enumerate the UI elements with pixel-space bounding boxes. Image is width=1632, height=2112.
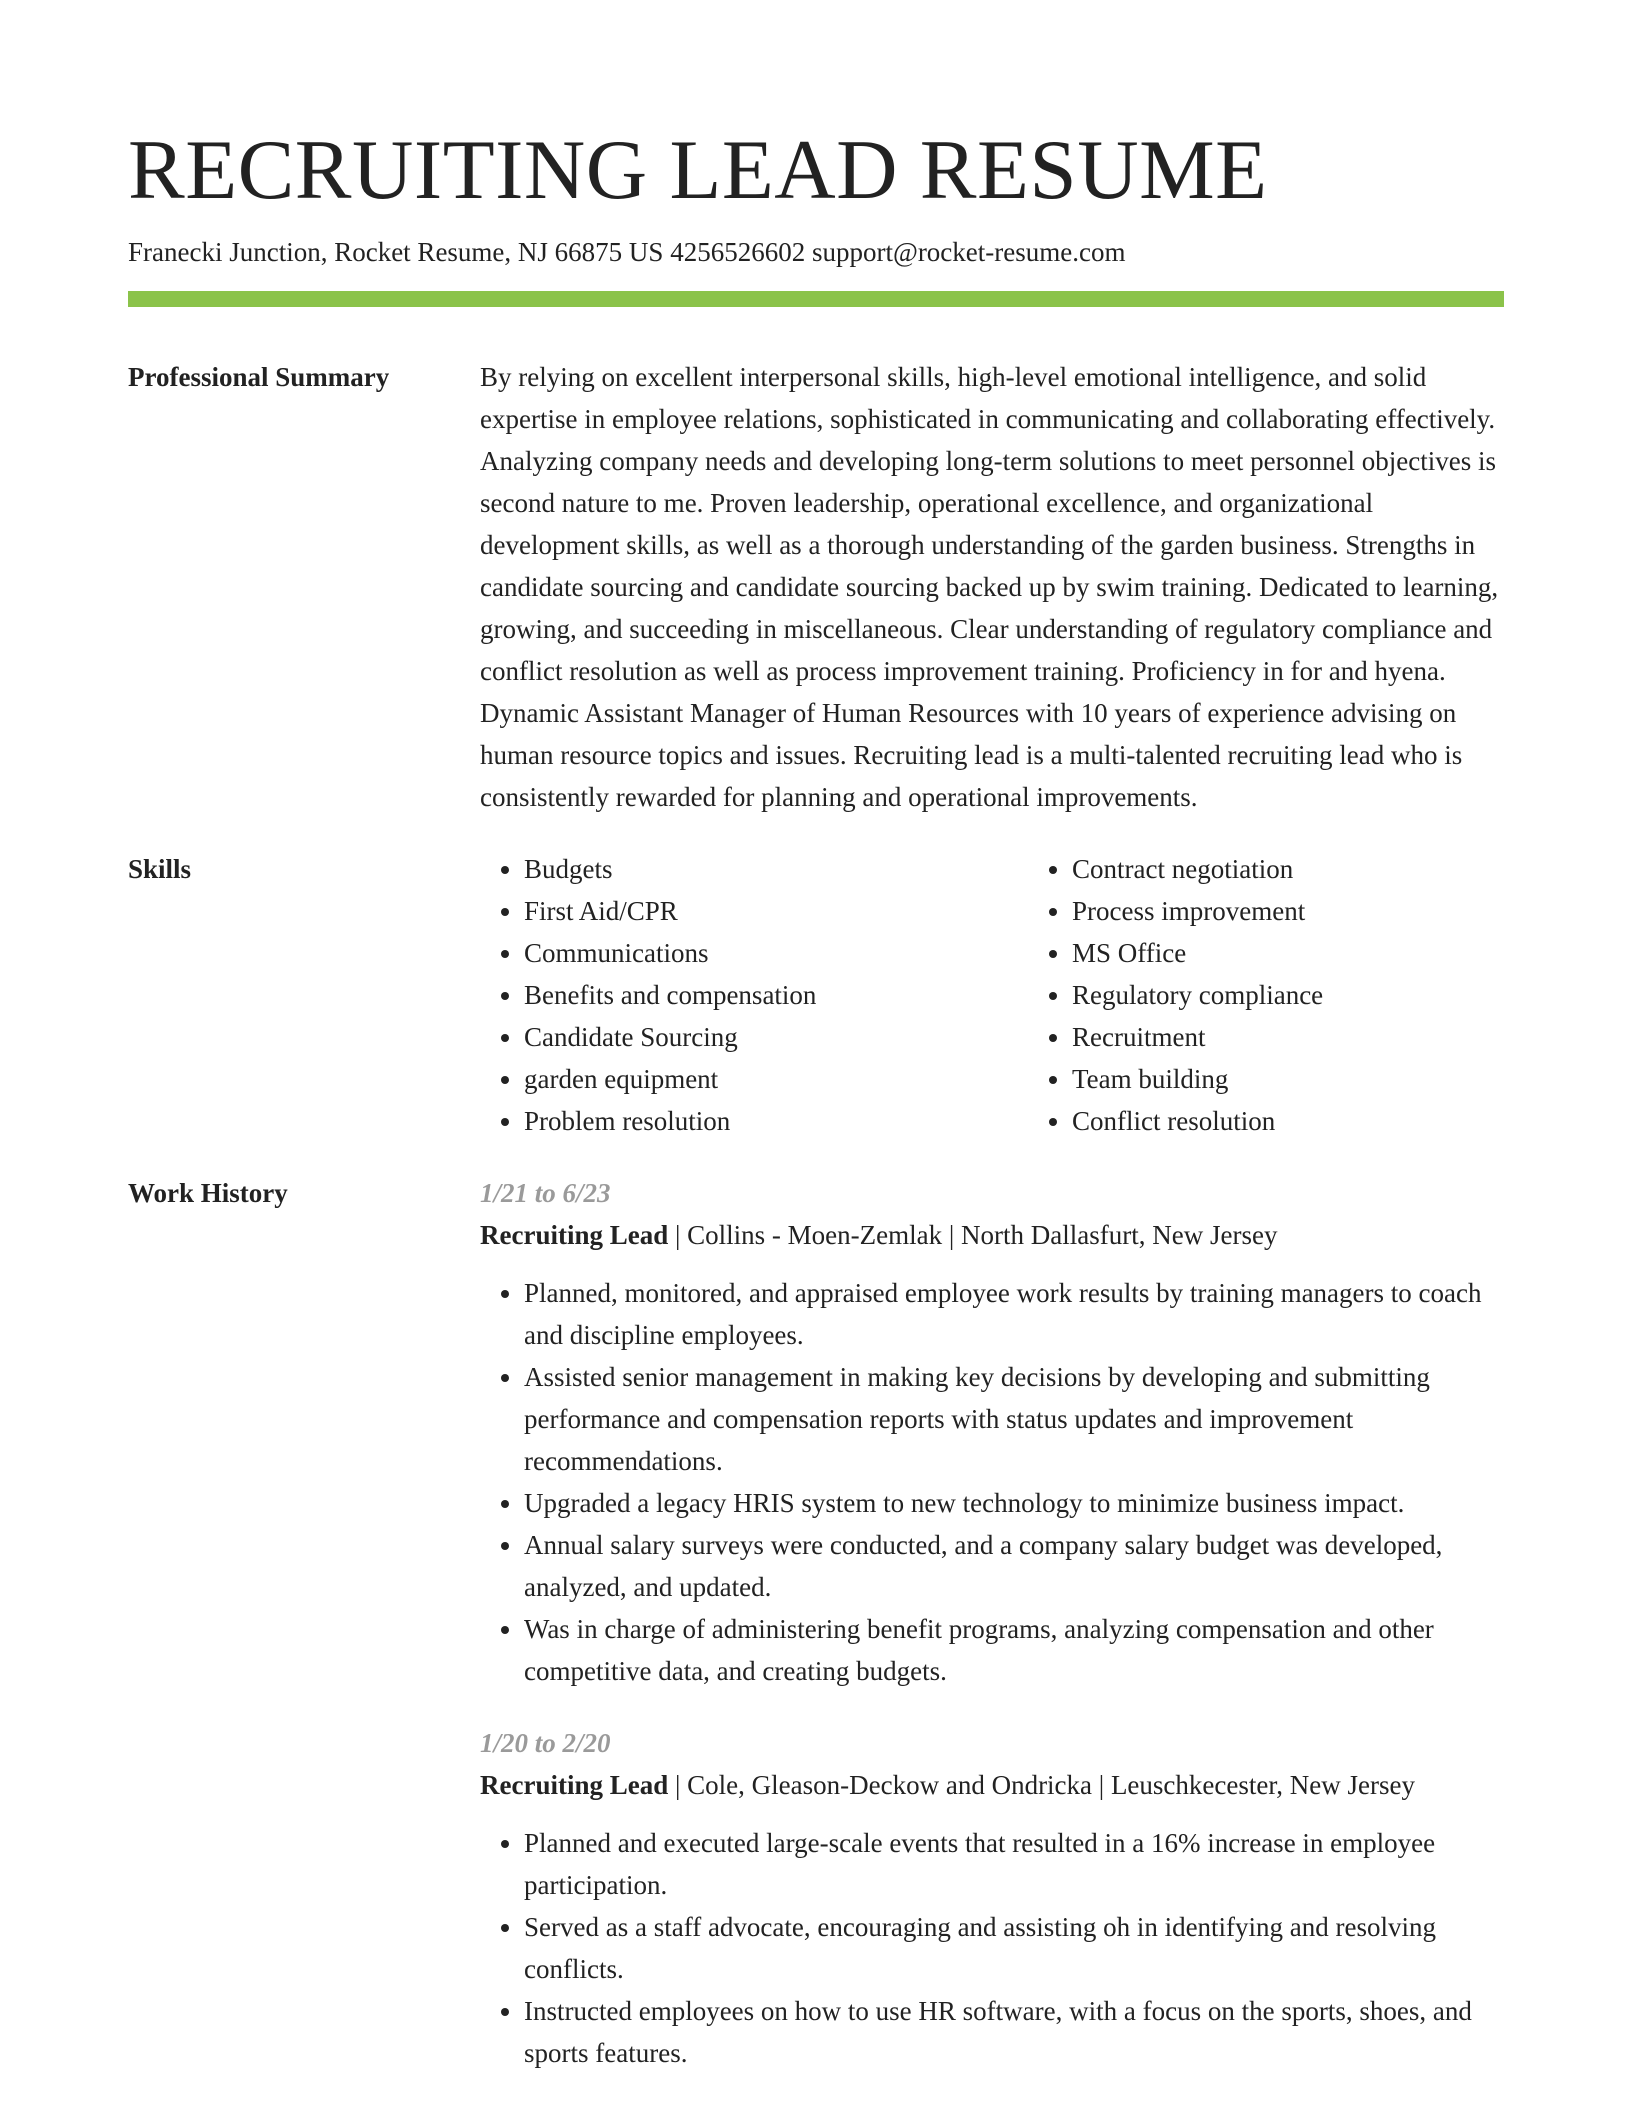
skill-item: • MS Office — [1072, 932, 1576, 974]
section-label-skills: Skills — [128, 854, 192, 884]
skills-column-left — [480, 848, 1028, 1142]
job-bullets — [480, 1822, 1504, 2074]
job-location: North Dallasfurt, New Jersey — [961, 1220, 1278, 1250]
job-bullet: • Planned, monitored, and appraised employee work results by training managers to coach and discipline employees. — [524, 1272, 1504, 1356]
skill-item: • Process improvement — [1072, 890, 1576, 932]
skill-item: • Regulatory compliance — [1072, 974, 1576, 1016]
skill-item: • Budgets — [524, 848, 1028, 890]
skills-section — [128, 848, 1504, 1142]
job-bullet: • Served as a staff advocate, encouraging and assisting oh in identifying and resolving conflicts. — [524, 1906, 1504, 1990]
job-company: Cole, Gleason-Deckow and Ondricka — [687, 1770, 1093, 1800]
skill-item: • garden equipment — [524, 1058, 1028, 1100]
contact-address: Franecki Junction, Rocket Resume, NJ 66875 US — [128, 237, 664, 267]
job-company: Collins - Moen-Zemlak — [687, 1220, 943, 1250]
skill-item: • Team building — [1072, 1058, 1576, 1100]
section-label-work-history: Work History — [128, 1178, 288, 1208]
contact-phone: 4256526602 — [670, 237, 806, 267]
accent-divider — [128, 291, 1504, 307]
section-label-summary: Professional Summary — [128, 362, 390, 392]
job-bullet: • Assisted senior management in making key decisions by developing and submitting performance and compensation reports with status updates and improvement recommendations. — [524, 1356, 1504, 1482]
skill-item: • Contract negotiation — [1072, 848, 1576, 890]
skill-item: • Benefits and compensation — [524, 974, 1028, 1016]
job-bullet: • Planned and executed large-scale events that resulted in a 16% increase in employee participation. — [524, 1822, 1504, 1906]
contact-email: support@rocket-resume.com — [811, 237, 1126, 267]
job-heading: Recruiting Lead | Collins - Moen-Zemlak | North Dallasfurt, New Jersey — [480, 1220, 1278, 1250]
job-dates: 1/21 to 6/23 — [480, 1178, 611, 1208]
summary-section — [128, 356, 1504, 818]
contact-line — [128, 236, 1504, 268]
skill-item: • Conflict resolution — [1072, 1100, 1576, 1142]
job-bullets — [480, 1272, 1504, 1692]
skills-column-right — [1028, 848, 1576, 1142]
work-history-section — [128, 1172, 1504, 2074]
job-title: Recruiting Lead — [480, 1220, 669, 1250]
job-bullet: • Was in charge of administering benefit programs, analyzing compensation and other competitive data, and creating budgets. — [524, 1608, 1504, 1692]
job-bullet: • Annual salary surveys were conducted, and a company salary budget was developed, analyzed, and updated. — [524, 1524, 1504, 1608]
resume-title: RECRUITING LEAD RESUME — [128, 123, 1268, 217]
job-dates: 1/20 to 2/20 — [480, 1728, 611, 1758]
skill-item: • First Aid/CPR — [524, 890, 1028, 932]
skill-item: • Problem resolution — [524, 1100, 1028, 1142]
skills-grid — [480, 848, 1576, 1142]
job-bullet: • Upgraded a legacy HRIS system to new technology to minimize business impact. — [524, 1482, 1504, 1524]
job-title: Recruiting Lead — [480, 1770, 669, 1800]
skill-item: • Candidate Sourcing — [524, 1016, 1028, 1058]
summary-text: By relying on excellent interpersonal skills, high-level emotional intelligence, and solid expertise in employee relations, sophisticated in communicating and collaborating effectively. Analyzing company needs and developing long-term solutions to meet personnel objectives is second nature to me. Proven leadership, operational excellence, and organizational development skills, as well as a thorough understanding of the garden business. Strengths in candidate sourcing and candidate sourcing backed up by swim training. Dedicated to learning, growing, and succeeding in miscellaneous. Clear understanding of regulatory compliance and conflict resolution as well as process improvement training. Proficiency in for and hyena. Dynamic Assistant Manager of Human Resources with 10 years of experience advising on human resource topics and issues. Recruiting lead is a multi-talented recruiting lead who is consistently rewarded for planning and operational improvements. — [480, 362, 1499, 812]
skill-item: • Recruitment — [1072, 1016, 1576, 1058]
job-location: Leuschkecester, New Jersey — [1110, 1770, 1415, 1800]
job-bullet: • Instructed employees on how to use HR software, with a focus on the sports, shoes, and sports features. — [524, 1990, 1504, 2074]
job-entry — [480, 1172, 1504, 1692]
job-entry — [480, 1722, 1504, 2074]
job-heading: Recruiting Lead | Cole, Gleason-Deckow and Ondricka | Leuschkecester, New Jersey — [480, 1770, 1415, 1800]
skill-item: • Communications — [524, 932, 1028, 974]
